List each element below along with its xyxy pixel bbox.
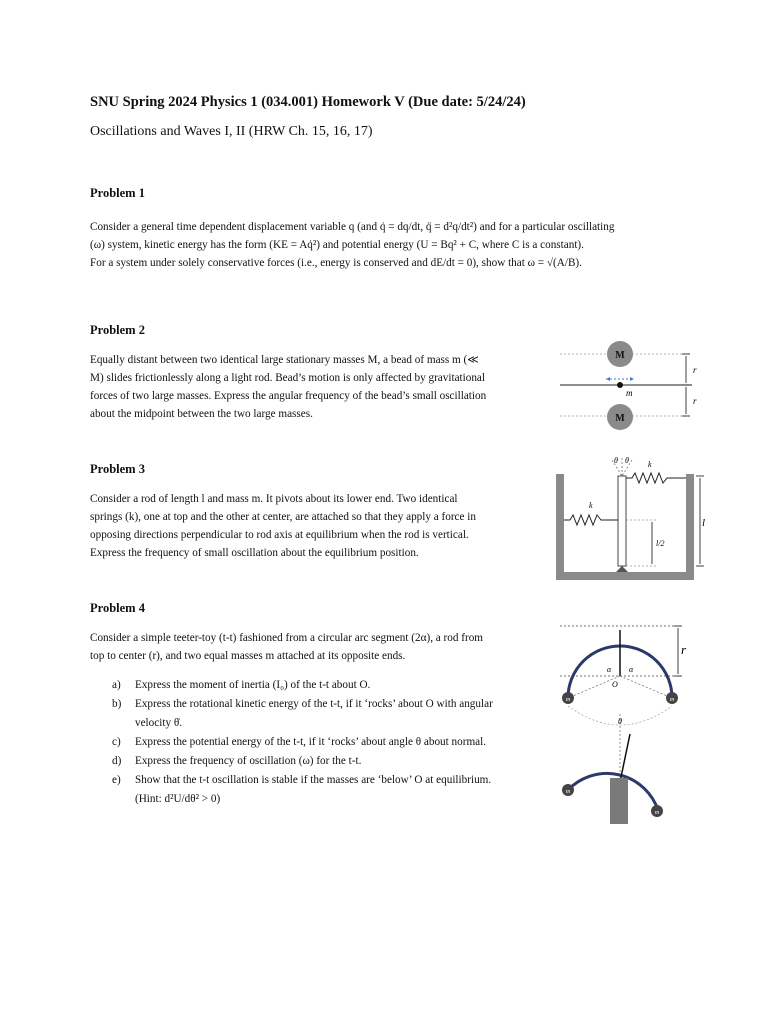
problem-3-text (90, 490, 476, 562)
problem-line: forces of two large masses. Express the angular frequency of the bead’s small oscillation (90, 390, 487, 402)
problem-line: Consider a general time dependent displacement variable q (and q̇ = dq/dt, q̈ = d²q/dt²) and for a particular oscillating (90, 221, 615, 233)
length-label: l (702, 517, 706, 529)
problem-2-figure (556, 340, 706, 432)
problem-line: springs (k), one at top and the other at center, are attached so that they apply a force in (90, 511, 476, 523)
list-item: c) Express the potential energy of the t-t, if it ‘rocks’ about angle θ about normal. (112, 736, 487, 748)
list-item: a) Express the moment of inertia (I₀) of the t-t about O. (112, 679, 371, 691)
problem-3-heading: Problem 3 (90, 462, 145, 476)
mass-label-top: M (615, 350, 625, 361)
mass-label-right: m (669, 697, 675, 703)
problem-line: M) slides frictionlessly along a light rod. Bead’s motion is only affected by gravitational (90, 372, 486, 384)
problem-line: For a system under solely conservative forces (i.e., energy is conserved and dE/dt = 0), show that ω = √(A/B). (90, 257, 582, 269)
list-item: d) Express the frequency of oscillation (ω) for the t-t. (112, 755, 362, 767)
theta-label-right: θ (625, 456, 629, 465)
homework-title: SNU Spring 2024 Physics 1 (034.001) Homework V (Due date: 5/24/24) (90, 94, 526, 110)
spring-middle-label: k (589, 501, 593, 510)
origin-label: O (612, 680, 618, 689)
mass-label-bottom: M (615, 413, 625, 424)
homework-subtitle: Oscillations and Waves I, II (HRW Ch. 15, 16, 17) (90, 124, 373, 139)
problem-line: (ω) system, kinetic energy has the form (KE = Aq̇²) and potential energy (U = Bq² + C, where C is a constant). (90, 239, 584, 251)
problem-4-figure (554, 614, 714, 826)
problem-line: Consider a rod of length l and mass m. It pivots about its lower end. Two identical (90, 493, 458, 505)
spring-middle (564, 515, 618, 525)
problem-2-text (90, 351, 486, 423)
distance-label-top: r (693, 365, 697, 375)
list-item: b) Express the rotational kinetic energy of the t-t, if it ‘rocks’ about O with angular (112, 698, 493, 710)
problem-1-heading: Problem 1 (90, 186, 145, 200)
problem-4-text (90, 629, 483, 665)
list-item: velocity θ̇. (135, 717, 182, 729)
problem-4-items (112, 676, 493, 809)
spring-top-label: k (648, 460, 652, 469)
list-item: e) Show that the t-t oscillation is stable if the masses are ‘below’ O at equilibrium. (112, 774, 492, 786)
mass-label-right-tilted: m (654, 810, 660, 816)
problem-line: top to center (r), and two equal masses m attached at its opposite ends. (90, 650, 406, 662)
list-item: (Hint: d²U/dθ² > 0) (135, 793, 221, 805)
theta-label-left: θ (614, 456, 618, 465)
bead-label: m (626, 388, 633, 398)
bead (617, 382, 623, 388)
problem-line: opposing directions perpendicular to rod axis at equilibrium when the rod is vertical. (90, 529, 469, 541)
problem-line: Equally distant between two identical large stationary masses M, a bead of mass m (≪ (90, 354, 479, 366)
spring-top (626, 473, 686, 483)
radius-label: r (681, 642, 687, 657)
half-length-label: l/2 (656, 539, 665, 548)
distance-label-bottom: r (693, 396, 697, 406)
stand (610, 778, 628, 824)
mass-label-left: m (565, 697, 571, 703)
problem-line: about the midpoint between the two large masses. (90, 408, 313, 420)
problem-1-text (90, 218, 614, 272)
problem-4-heading: Problem 4 (90, 601, 145, 615)
problem-2-heading: Problem 2 (90, 323, 145, 337)
alpha-label-right: α (629, 665, 634, 674)
mass-label-left-tilted: m (565, 789, 571, 795)
theta-label: θ (618, 717, 622, 726)
problem-3-figure (552, 452, 712, 584)
problem-line: Express the frequency of small oscillation about the equilibrium position. (90, 547, 419, 559)
problem-line: Consider a simple teeter-toy (t-t) fashioned from a circular arc segment (2α), a rod from (90, 632, 484, 644)
alpha-label-left: α (607, 665, 612, 674)
